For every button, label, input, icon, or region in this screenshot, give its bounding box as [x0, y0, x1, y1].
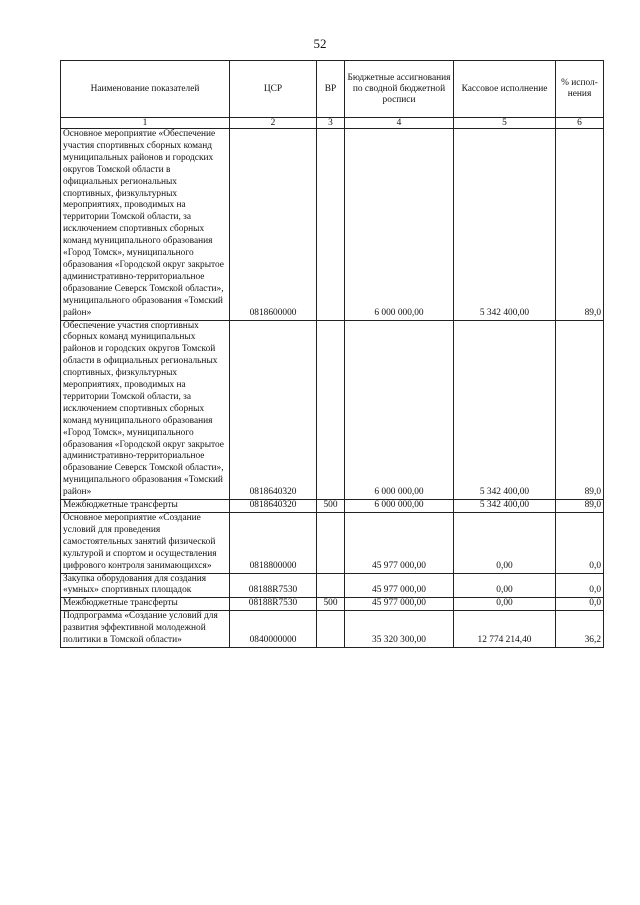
row-budget: 45 977 000,00 — [345, 573, 454, 598]
row-percent: 0,0 — [556, 573, 604, 598]
header-executed: Кассовое исполнение — [454, 61, 556, 118]
column-number: 5 — [454, 118, 556, 129]
header-name: Наименование показателей — [61, 61, 230, 118]
row-csr: 0818800000 — [230, 513, 317, 574]
header-percent: % испол-нения — [556, 61, 604, 118]
header-csr: ЦСР — [230, 61, 317, 118]
row-executed: 0,00 — [454, 513, 556, 574]
table-header-row — [61, 61, 604, 118]
row-vr — [317, 611, 345, 648]
row-csr: 0818600000 — [230, 129, 317, 321]
row-name: Закупка оборудования для создания «умных» спортивных площадок — [61, 573, 230, 598]
row-executed: 12 774 214,40 — [454, 611, 556, 648]
page-number: 52 — [313, 36, 327, 51]
table-row — [61, 598, 604, 611]
row-vr — [317, 513, 345, 574]
table-row — [61, 129, 604, 321]
row-budget: 6 000 000,00 — [345, 129, 454, 321]
budget-execution-table — [60, 60, 604, 648]
row-vr: 500 — [317, 598, 345, 611]
row-csr: 08188R7530 — [230, 598, 317, 611]
row-name: Основное мероприятие «Создание условий для проведения самостоятельных занятий физической культурой и спортом и осуществления цифрового контроля занимающихся» — [61, 513, 230, 574]
row-csr: 0818640320 — [230, 320, 317, 500]
row-vr — [317, 573, 345, 598]
row-budget: 35 320 300,00 — [345, 611, 454, 648]
header-vr: ВР — [317, 61, 345, 118]
column-number: 1 — [61, 118, 230, 129]
table-row — [61, 573, 604, 598]
column-number-row — [61, 118, 604, 129]
row-executed: 5 342 400,00 — [454, 129, 556, 321]
column-number: 3 — [317, 118, 345, 129]
row-name: Основное мероприятие «Обеспечение участия спортивных сборных команд муниципальных районов и городских округов Томской области в официальных региональных спортивных, физкультурных мероприятиях, проводимых на территории Томской области, за исключением спортивных сборных команд муниципального образования «Город Томск», муниципального образования «Городской округ закрытое административно-территориальное образование Северск Томской области», муниципального образования «Томский район» — [61, 129, 230, 321]
row-percent: 0,0 — [556, 513, 604, 574]
column-number: 2 — [230, 118, 317, 129]
row-percent: 89,0 — [556, 320, 604, 500]
table-row — [61, 500, 604, 513]
row-vr: 500 — [317, 500, 345, 513]
table-row — [61, 320, 604, 500]
row-executed: 0,00 — [454, 573, 556, 598]
row-executed: 5 342 400,00 — [454, 500, 556, 513]
column-number: 6 — [556, 118, 604, 129]
row-budget: 6 000 000,00 — [345, 320, 454, 500]
column-number: 4 — [345, 118, 454, 129]
row-executed: 0,00 — [454, 598, 556, 611]
table-row — [61, 513, 604, 574]
header-budget: Бюджетные ассигнования по сводной бюджетной росписи — [345, 61, 454, 118]
row-name: Обеспечение участия спортивных сборных команд муниципальных районов и городских округов Томской области в официальных региональных спортивных, физкультурных мероприятиях, проводимых на территории Томской области, за исключением спортивных сборных команд муниципального образования «Город Томск», муниципального образования «Городской округ закрытое административно-территориальное образование Северск Томской области», муниципального образования «Томский район» — [61, 320, 230, 500]
row-csr: 0840000000 — [230, 611, 317, 648]
row-name: Межбюджетные трансферты — [61, 598, 230, 611]
table-row — [61, 611, 604, 648]
row-percent: 89,0 — [556, 500, 604, 513]
row-percent: 36,2 — [556, 611, 604, 648]
row-budget: 45 977 000,00 — [345, 513, 454, 574]
row-budget: 45 977 000,00 — [345, 598, 454, 611]
row-vr — [317, 129, 345, 321]
row-budget: 6 000 000,00 — [345, 500, 454, 513]
row-vr — [317, 320, 345, 500]
row-name: Подпрограмма «Создание условий для развития эффективной молодежной политики в Томской области» — [61, 611, 230, 648]
row-csr: 0818640320 — [230, 500, 317, 513]
row-percent: 0,0 — [556, 598, 604, 611]
row-executed: 5 342 400,00 — [454, 320, 556, 500]
row-percent: 89,0 — [556, 129, 604, 321]
row-csr: 08188R7530 — [230, 573, 317, 598]
row-name: Межбюджетные трансферты — [61, 500, 230, 513]
